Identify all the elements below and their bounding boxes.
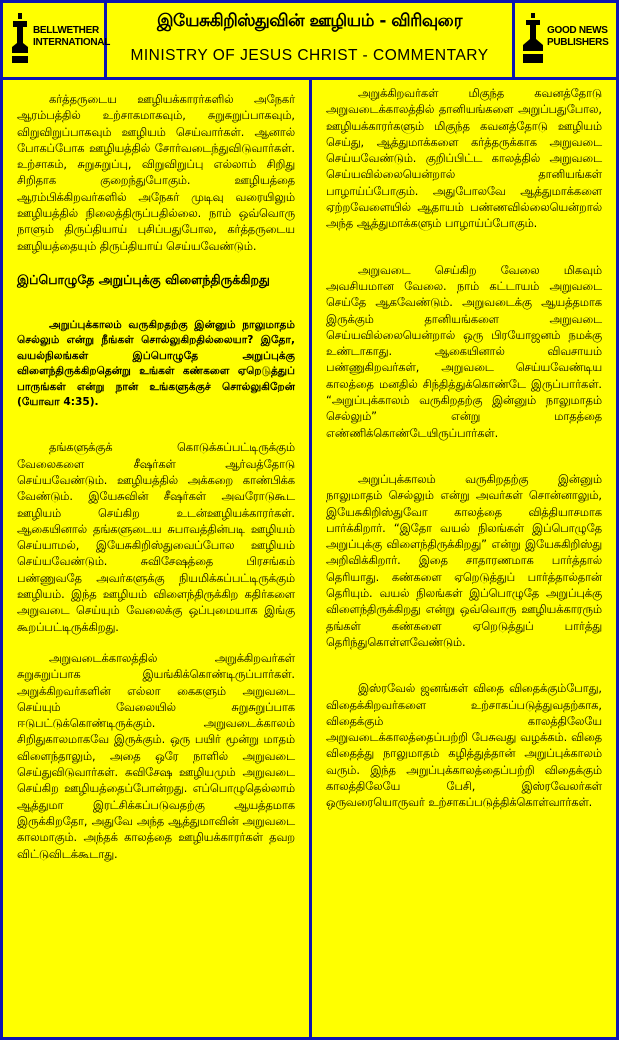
book-icon: [521, 13, 545, 65]
right-paragraph-4: இஸ்ரவேல் ஜனங்கள் விதை விதைக்கும்போது, விதைக்கிறவர்களை உற்சாகப்படுத்துவதற்காக, விதைக்கும் காலத்திலேயே அறுவடைக்காலத்தைப்பற்றி பேசுவது வழக்கம். விதை விதைத்து நாலுமாதம் கழித்துத்தான் அறுப்புக்காலம் வரும். இந்த அறுப்புக்காலத்தைப்பற்றி விதைக்கும் காலத்திலேயே பேசி, இஸ்ரவேலர்கள் ஒருவரையொருவர் உற்சாகப்படுத்திக்கொள்வார்கள்.: [326, 682, 602, 810]
left-column: [3, 80, 309, 1037]
page-header: [3, 3, 616, 77]
left-logo-text: BELLWETHER INTERNATIONAL: [33, 25, 111, 48]
right-paragraph-2: அறுவடை செய்கிற வேலை மிகவும் அவசியமான வேலை. நாம் கட்டாயம் அறுவடை செய்தே ஆகவேண்டும். அறுவடைக்கு ஆயத்தமாக இருக்கும் தானியங்களை அறுவடை செய்யவில்லையென்றால் ஒரு பிரயோஜனம் நமக்கு உண்டாகாது. ஆகையினால் விவசாயம் பண்ணுகிறவர்கள், அறுவடை செய்யவேண்டிய காலத்தை மனதில் சிந்தித்துக்கொண்டே இருப்பார்கள். “அறுப்புக்காலம் வருகிறதற்கு இன்னும் நாலுமாதம் செல்லும்” என்று மாதத்தை எண்ணிக்கொண்டேயிருப்பார்கள்.: [326, 263, 602, 440]
good-news-logo: [512, 3, 616, 77]
title-tamil: இயேசுகிறிஸ்துவின் ஊழியம் - விரிவுரை: [156, 11, 463, 31]
title-english: MINISTRY OF JESUS CHRIST - COMMENTARY: [130, 47, 489, 64]
section-subheading: இப்பொழுதே அறுப்புக்கு விளைந்திருக்கிறது: [17, 271, 270, 287]
left-paragraph-3: அறுவடைக்காலத்தில் அறுக்கிறவர்கள் சுறுசுறுப்பாக இயங்கிக்கொண்டிருப்பார்கள். அறுக்கிறவர்களின் எல்லா கைகளும் அறுவடை செய்யும் வேலையில் சுறுசுறுப்பாக ஈடுபட்டுக்கொண்டிருக்கும். அறுவடைக்காலம் சிறிதுகாலமாகவே இருக்கும். ஒரு பயிர் மூன்று மாதம் விளைந்தாலும், அதை ஒரே நாளில் அறுவடை செய்துவிடுவார்கள். சுவிசேஷ ஊழியமும் அறுவடை செய்கிற ஊழியத்தைப்போன்றது. எப்பொழுதெல்லாம் ஆத்துமா இரட்சிக்கப்படுவதற்கு ஆயத்தமாக இருக்கிறதோ, அதுவே அந்த ஆத்துமாவின் அறுவடை காலமாகும். அந்தக் காலத்தை ஊழியக்காரர்கள் தவற விட்டுவிடக்கூடாது.: [17, 651, 295, 861]
bible-verse: அறுப்புக்காலம் வருகிறதற்கு இன்னும் நாலுமாதம் செல்லும் என்று நீங்கள் சொல்லுகிறதில்லையா? இதோ, வயல்நிலங்கள் இப்பொழுதே அறுப்புக்கு விளைந்திருக்கிறதென்று உங்கள் கண்களை ஏறெடுத்துப் பாருங்கள் என்று நான் உங்களுக்குச் சொல்லுகிறேன் (யோவா 4:35).: [17, 318, 295, 408]
title-box: [107, 3, 512, 77]
right-paragraph-3: அறுப்புக்காலம் வருகிறதற்கு இன்னும் நாலுமாதம் செல்லும் என்று அவர்கள் சொன்னாலும், இயேசுகிறிஸ்துவோ காலத்தை வித்தியாசமாக பார்க்கிறார். “இதோ வயல் நிலங்கள் இப்பொழுதே அறுப்புக்கு விளைந்திருக்கிறது” என்று இயேசுகிறிஸ்து அறிவிக்கிறார். இதை சாதாரணமாக பார்த்தால் தெரியாது. கண்களை ஏறெடுத்துப் பார்த்தால்தான் தெரியும். வயல் நிலங்கள் இப்பொழுதே அறுப்புக்கு விளைந்திருக்கிறது என்று ஒவ்வொரு ஊழியக்காரரும் தங்கள் கண்களை ஏறெடுத்துப் பார்த்து தெரிந்துகொள்ளவேண்டும்.: [326, 472, 602, 649]
bellwether-logo: [3, 3, 111, 77]
right-logo-text: GOOD NEWS PUBLISHERS: [547, 25, 609, 48]
right-paragraph-1: அறுக்கிறவர்கள் மிகுந்த கவனத்தோடு அறுவடைக்காலத்தில் தானியங்களை அறுப்பதுபோல, ஊழியக்காரர்களும் மிகுந்த கவனத்தோடு ஊழியம் செய்து, ஆத்துமாக்களை கர்த்தருக்காக அறுவடை செய்யவேண்டும். குறிப்பிட்ட காலத்தில் அறுவடை செய்யவில்லையென்றால் தானியங்கள் பாழாய்ப்போகும். அதுபோலவே ஆத்துமாக்களை ஏற்றவேளையில் ஆதாயம் பண்ணவில்லையென்றால் அந்த ஆத்துமாக்களும் பாழாய்ப்போகும்.: [326, 87, 602, 231]
sheep-icon: [9, 13, 31, 65]
right-column: [312, 80, 616, 1037]
left-paragraph-1: கர்த்தருடைய ஊழியக்காரர்களில் அநேகர் ஆரம்பத்தில் உற்சாகமாகவும், சுறுசுறுப்பாகவும், விறுவிறுப்பாகவும் ஊழியம் செய்வார்கள். ஆனால் போகப்போக ஊழியத்தில் சோர்வடைந்துவிடுவார்கள். உற்சாகம், சுறுசுறுப்பு, விறுவிறுப்பு எல்லாம் சிறிது சிறிதாக குறைந்துபோகும். ஊழியத்தை ஆரம்பிக்கிறவர்களில் அநேகர் முடிவு வரையிலும் ஊழியத்தில் நிலைத்திருப்பதில்லை. நாம் ஒவ்வொரு நாளும் திருப்தியாய் புசிப்பதுபோல, கர்த்தருடைய ஊழியத்தையும் திருப்தியாய் செய்யவேண்டும்.: [17, 93, 295, 253]
left-paragraph-2: தங்களுக்குக் கொடுக்கப்பட்டிருக்கும் வேலைகளை சீஷர்கள் ஆர்வத்தோடு செய்யவேண்டும். ஊழியத்தில் அக்கறை காண்பிக்க வேண்டும். இயேசுவின் சீஷர்கள் அவரோடுகூட ஊழியம் செய்கிற உடன்ஊழியக்காரர்கள். ஆகையினால் தங்களுடைய சுபாவத்தின்படி ஊழியம் செய்யாமல், இயேசுகிறிஸ்துவைப்போல ஊழியம் செய்யவேண்டும். சுவிசேஷத்தை பிரசங்கம் பண்ணுவதே அவர்களுக்கு நியமிக்கப்பட்டிருக்கும் ஊழியம். இந்த ஊழியம் விளைந்திருக்கிற கதிர்களை அறுவடை செய்யும் வேலைக்கு ஒப்புமையாக இங்கு கூறப்பட்டிருக்கிறது.: [17, 441, 295, 634]
